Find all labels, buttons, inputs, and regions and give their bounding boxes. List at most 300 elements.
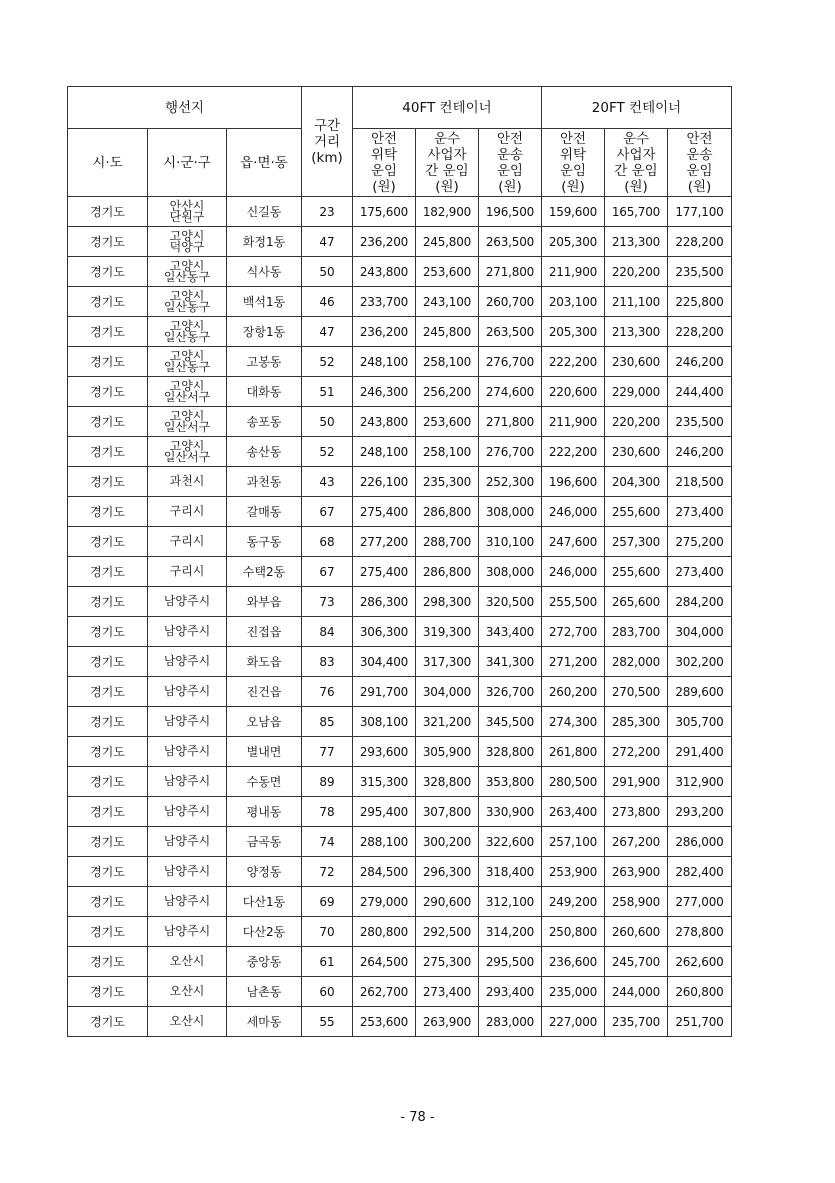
cell-sigungu: 오산시 bbox=[148, 977, 227, 1007]
cell-sido: 경기도 bbox=[68, 737, 148, 767]
cell-20ft-carrier: 267,200 bbox=[605, 827, 668, 857]
cell-40ft-safe-transport: 260,700 bbox=[479, 287, 542, 317]
cell-20ft-safe-transport: 282,400 bbox=[668, 857, 732, 887]
table-row bbox=[68, 347, 732, 377]
cell-sigungu: 남양주시 bbox=[148, 827, 227, 857]
cell-sido: 경기도 bbox=[68, 437, 148, 467]
cell-20ft-safe-transport: 286,000 bbox=[668, 827, 732, 857]
cell-40ft-safe-consign: 175,600 bbox=[353, 197, 416, 227]
cell-20ft-carrier: 230,600 bbox=[605, 347, 668, 377]
cell-40ft-carrier: 328,800 bbox=[416, 767, 479, 797]
cell-20ft-safe-consign: 260,200 bbox=[542, 677, 605, 707]
cell-40ft-safe-transport: 283,000 bbox=[479, 1007, 542, 1037]
cell-eupmyeondong: 양정동 bbox=[227, 857, 302, 887]
cell-20ft-safe-transport: 273,400 bbox=[668, 557, 732, 587]
cell-20ft-carrier: 255,600 bbox=[605, 497, 668, 527]
cell-20ft-safe-transport: 235,500 bbox=[668, 257, 732, 287]
cell-20ft-carrier: 258,900 bbox=[605, 887, 668, 917]
cell-eupmyeondong: 고봉동 bbox=[227, 347, 302, 377]
cell-20ft-safe-transport: 291,400 bbox=[668, 737, 732, 767]
cell-20ft-safe-consign: 274,300 bbox=[542, 707, 605, 737]
cell-20ft-safe-transport: 312,900 bbox=[668, 767, 732, 797]
table-row bbox=[68, 287, 732, 317]
cell-40ft-safe-consign: 304,400 bbox=[353, 647, 416, 677]
cell-20ft-safe-transport: 262,600 bbox=[668, 947, 732, 977]
table-row bbox=[68, 647, 732, 677]
cell-40ft-safe-consign: 286,300 bbox=[353, 587, 416, 617]
page-number: - 78 - bbox=[400, 1110, 435, 1125]
cell-40ft-carrier: 307,800 bbox=[416, 797, 479, 827]
cell-20ft-safe-consign: 271,200 bbox=[542, 647, 605, 677]
cell-eupmyeondong: 세마동 bbox=[227, 1007, 302, 1037]
cell-sido: 경기도 bbox=[68, 887, 148, 917]
cell-20ft-safe-transport: 293,200 bbox=[668, 797, 732, 827]
cell-eupmyeondong: 남촌동 bbox=[227, 977, 302, 1007]
table-row bbox=[68, 1007, 732, 1037]
cell-40ft-safe-transport: 326,700 bbox=[479, 677, 542, 707]
cell-20ft-safe-transport: 235,500 bbox=[668, 407, 732, 437]
cell-20ft-safe-transport: 260,800 bbox=[668, 977, 732, 1007]
cell-distance: 70 bbox=[302, 917, 353, 947]
cell-40ft-safe-consign: 233,700 bbox=[353, 287, 416, 317]
cell-eupmyeondong: 송산동 bbox=[227, 437, 302, 467]
cell-sigungu: 남양주시 bbox=[148, 857, 227, 887]
cell-40ft-safe-consign: 288,100 bbox=[353, 827, 416, 857]
cell-20ft-carrier: 235,700 bbox=[605, 1007, 668, 1037]
table-row bbox=[68, 437, 732, 467]
cell-40ft-safe-consign: 291,700 bbox=[353, 677, 416, 707]
cell-distance: 23 bbox=[302, 197, 353, 227]
cell-eupmyeondong: 과천동 bbox=[227, 467, 302, 497]
cell-sido: 경기도 bbox=[68, 707, 148, 737]
cell-20ft-carrier: 255,600 bbox=[605, 557, 668, 587]
cell-sigungu: 남양주시 bbox=[148, 707, 227, 737]
table-row bbox=[68, 977, 732, 1007]
cell-distance: 83 bbox=[302, 647, 353, 677]
cell-sigungu: 구리시 bbox=[148, 527, 227, 557]
cell-20ft-safe-transport: 218,500 bbox=[668, 467, 732, 497]
cell-40ft-safe-consign: 236,200 bbox=[353, 227, 416, 257]
cell-40ft-safe-transport: 318,400 bbox=[479, 857, 542, 887]
cell-40ft-carrier: 317,300 bbox=[416, 647, 479, 677]
cell-40ft-carrier: 258,100 bbox=[416, 347, 479, 377]
cell-20ft-carrier: 260,600 bbox=[605, 917, 668, 947]
cell-40ft-safe-consign: 293,600 bbox=[353, 737, 416, 767]
table-row bbox=[68, 947, 732, 977]
cell-20ft-safe-consign: 203,100 bbox=[542, 287, 605, 317]
table-row bbox=[68, 677, 732, 707]
cell-40ft-carrier: 253,600 bbox=[416, 407, 479, 437]
freight-rate-table bbox=[67, 86, 732, 1037]
cell-eupmyeondong: 평내동 bbox=[227, 797, 302, 827]
cell-sido: 경기도 bbox=[68, 317, 148, 347]
cell-20ft-safe-transport: 278,800 bbox=[668, 917, 732, 947]
cell-20ft-safe-consign: 255,500 bbox=[542, 587, 605, 617]
cell-20ft-safe-transport: 225,800 bbox=[668, 287, 732, 317]
cell-40ft-carrier: 305,900 bbox=[416, 737, 479, 767]
cell-distance: 67 bbox=[302, 557, 353, 587]
cell-sigungu: 오산시 bbox=[148, 947, 227, 977]
cell-sido: 경기도 bbox=[68, 257, 148, 287]
cell-20ft-safe-transport: 244,400 bbox=[668, 377, 732, 407]
table-row bbox=[68, 587, 732, 617]
cell-40ft-safe-consign: 306,300 bbox=[353, 617, 416, 647]
cell-40ft-safe-consign: 264,500 bbox=[353, 947, 416, 977]
cell-20ft-carrier: 273,800 bbox=[605, 797, 668, 827]
cell-40ft-carrier: 256,200 bbox=[416, 377, 479, 407]
cell-sido: 경기도 bbox=[68, 377, 148, 407]
cell-40ft-safe-transport: 343,400 bbox=[479, 617, 542, 647]
cell-20ft-carrier: 220,200 bbox=[605, 257, 668, 287]
cell-40ft-safe-transport: 252,300 bbox=[479, 467, 542, 497]
cell-20ft-safe-consign: 205,300 bbox=[542, 227, 605, 257]
cell-sigungu: 남양주시 bbox=[148, 737, 227, 767]
table-row bbox=[68, 857, 732, 887]
cell-40ft-carrier: 288,700 bbox=[416, 527, 479, 557]
cell-distance: 69 bbox=[302, 887, 353, 917]
cell-sido: 경기도 bbox=[68, 797, 148, 827]
cell-40ft-carrier: 263,900 bbox=[416, 1007, 479, 1037]
cell-20ft-safe-consign: 236,600 bbox=[542, 947, 605, 977]
cell-40ft-carrier: 304,000 bbox=[416, 677, 479, 707]
cell-20ft-safe-consign: 222,200 bbox=[542, 347, 605, 377]
cell-20ft-safe-transport: 177,100 bbox=[668, 197, 732, 227]
cell-20ft-carrier: 291,900 bbox=[605, 767, 668, 797]
cell-40ft-carrier: 275,300 bbox=[416, 947, 479, 977]
cell-sido: 경기도 bbox=[68, 917, 148, 947]
header-destination: 행선지 bbox=[68, 87, 302, 129]
cell-20ft-safe-consign: 263,400 bbox=[542, 797, 605, 827]
cell-eupmyeondong: 장항1동 bbox=[227, 317, 302, 347]
cell-40ft-safe-consign: 275,400 bbox=[353, 497, 416, 527]
header-20ft-safe-consign-rate: 안전 위탁 운임 (원) bbox=[542, 129, 605, 197]
cell-distance: 68 bbox=[302, 527, 353, 557]
cell-20ft-safe-consign: 272,700 bbox=[542, 617, 605, 647]
table-body bbox=[68, 197, 732, 1037]
table-row bbox=[68, 767, 732, 797]
cell-eupmyeondong: 백석1동 bbox=[227, 287, 302, 317]
cell-40ft-safe-transport: 263,500 bbox=[479, 227, 542, 257]
cell-40ft-safe-consign: 236,200 bbox=[353, 317, 416, 347]
cell-eupmyeondong: 중앙동 bbox=[227, 947, 302, 977]
table-row bbox=[68, 467, 732, 497]
cell-eupmyeondong: 신길동 bbox=[227, 197, 302, 227]
table-row bbox=[68, 497, 732, 527]
header-20ft-safe-transport-rate: 안전 운송 운임 (원) bbox=[668, 129, 732, 197]
cell-20ft-carrier: 204,300 bbox=[605, 467, 668, 497]
table-row bbox=[68, 917, 732, 947]
cell-20ft-carrier: 213,300 bbox=[605, 227, 668, 257]
header-distance: 구간 거리 (km) bbox=[302, 87, 353, 197]
cell-40ft-safe-consign: 308,100 bbox=[353, 707, 416, 737]
cell-20ft-carrier: 211,100 bbox=[605, 287, 668, 317]
cell-40ft-safe-consign: 253,600 bbox=[353, 1007, 416, 1037]
cell-40ft-carrier: 182,900 bbox=[416, 197, 479, 227]
cell-40ft-safe-transport: 271,800 bbox=[479, 257, 542, 287]
cell-40ft-safe-transport: 271,800 bbox=[479, 407, 542, 437]
table-row bbox=[68, 797, 732, 827]
cell-sigungu: 남양주시 bbox=[148, 677, 227, 707]
cell-20ft-safe-transport: 246,200 bbox=[668, 437, 732, 467]
cell-20ft-safe-consign: 211,900 bbox=[542, 407, 605, 437]
cell-sido: 경기도 bbox=[68, 947, 148, 977]
cell-distance: 85 bbox=[302, 707, 353, 737]
cell-sido: 경기도 bbox=[68, 497, 148, 527]
cell-20ft-carrier: 229,000 bbox=[605, 377, 668, 407]
header-40ft-safe-transport-rate: 안전 운송 운임 (원) bbox=[479, 129, 542, 197]
cell-20ft-carrier: 270,500 bbox=[605, 677, 668, 707]
cell-distance: 78 bbox=[302, 797, 353, 827]
cell-20ft-safe-consign: 257,100 bbox=[542, 827, 605, 857]
cell-distance: 76 bbox=[302, 677, 353, 707]
cell-sigungu: 남양주시 bbox=[148, 767, 227, 797]
cell-20ft-safe-transport: 284,200 bbox=[668, 587, 732, 617]
cell-distance: 73 bbox=[302, 587, 353, 617]
cell-sido: 경기도 bbox=[68, 197, 148, 227]
cell-20ft-safe-consign: 246,000 bbox=[542, 497, 605, 527]
header-20ft-carrier-rate: 운수 사업자 간 운임 (원) bbox=[605, 129, 668, 197]
cell-20ft-carrier: 263,900 bbox=[605, 857, 668, 887]
cell-40ft-carrier: 298,300 bbox=[416, 587, 479, 617]
cell-20ft-carrier: 285,300 bbox=[605, 707, 668, 737]
cell-40ft-safe-consign: 277,200 bbox=[353, 527, 416, 557]
cell-40ft-safe-transport: 353,800 bbox=[479, 767, 542, 797]
cell-20ft-safe-consign: 220,600 bbox=[542, 377, 605, 407]
cell-sido: 경기도 bbox=[68, 527, 148, 557]
cell-40ft-safe-consign: 275,400 bbox=[353, 557, 416, 587]
cell-eupmyeondong: 수택2동 bbox=[227, 557, 302, 587]
cell-eupmyeondong: 오남읍 bbox=[227, 707, 302, 737]
table-row bbox=[68, 707, 732, 737]
table-row bbox=[68, 557, 732, 587]
cell-20ft-safe-transport: 302,200 bbox=[668, 647, 732, 677]
cell-40ft-safe-transport: 274,600 bbox=[479, 377, 542, 407]
table-row bbox=[68, 377, 732, 407]
cell-20ft-carrier: 213,300 bbox=[605, 317, 668, 347]
cell-40ft-safe-transport: 322,600 bbox=[479, 827, 542, 857]
cell-sigungu: 과천시 bbox=[148, 467, 227, 497]
cell-eupmyeondong: 화정1동 bbox=[227, 227, 302, 257]
cell-20ft-safe-consign: 235,000 bbox=[542, 977, 605, 1007]
cell-sigungu: 남양주시 bbox=[148, 797, 227, 827]
cell-20ft-safe-consign: 159,600 bbox=[542, 197, 605, 227]
cell-40ft-carrier: 319,300 bbox=[416, 617, 479, 647]
cell-20ft-safe-transport: 305,700 bbox=[668, 707, 732, 737]
cell-sido: 경기도 bbox=[68, 407, 148, 437]
cell-20ft-safe-consign: 205,300 bbox=[542, 317, 605, 347]
cell-40ft-carrier: 290,600 bbox=[416, 887, 479, 917]
cell-sido: 경기도 bbox=[68, 227, 148, 257]
cell-20ft-carrier: 257,300 bbox=[605, 527, 668, 557]
cell-eupmyeondong: 식사동 bbox=[227, 257, 302, 287]
cell-distance: 47 bbox=[302, 227, 353, 257]
cell-20ft-safe-transport: 277,000 bbox=[668, 887, 732, 917]
header-40ft-container: 40FT 컨테이너 bbox=[353, 87, 542, 129]
cell-40ft-safe-consign: 226,100 bbox=[353, 467, 416, 497]
cell-distance: 46 bbox=[302, 287, 353, 317]
cell-20ft-carrier: 244,000 bbox=[605, 977, 668, 1007]
table-header bbox=[68, 87, 732, 197]
cell-40ft-safe-consign: 295,400 bbox=[353, 797, 416, 827]
table-row bbox=[68, 617, 732, 647]
cell-sido: 경기도 bbox=[68, 1007, 148, 1037]
cell-distance: 50 bbox=[302, 407, 353, 437]
cell-40ft-carrier: 245,800 bbox=[416, 317, 479, 347]
table-row bbox=[68, 827, 732, 857]
cell-20ft-safe-consign: 196,600 bbox=[542, 467, 605, 497]
cell-20ft-carrier: 165,700 bbox=[605, 197, 668, 227]
cell-distance: 89 bbox=[302, 767, 353, 797]
cell-sido: 경기도 bbox=[68, 647, 148, 677]
table-row bbox=[68, 257, 732, 287]
cell-sigungu: 고양시 일산동구 bbox=[148, 257, 227, 287]
cell-40ft-safe-consign: 248,100 bbox=[353, 437, 416, 467]
cell-20ft-safe-transport: 289,600 bbox=[668, 677, 732, 707]
cell-40ft-safe-transport: 308,000 bbox=[479, 497, 542, 527]
cell-20ft-carrier: 272,200 bbox=[605, 737, 668, 767]
cell-40ft-safe-consign: 243,800 bbox=[353, 407, 416, 437]
cell-40ft-safe-consign: 315,300 bbox=[353, 767, 416, 797]
cell-20ft-safe-transport: 251,700 bbox=[668, 1007, 732, 1037]
cell-eupmyeondong: 진건읍 bbox=[227, 677, 302, 707]
cell-40ft-safe-transport: 314,200 bbox=[479, 917, 542, 947]
cell-40ft-carrier: 286,800 bbox=[416, 497, 479, 527]
cell-sido: 경기도 bbox=[68, 467, 148, 497]
cell-sido: 경기도 bbox=[68, 857, 148, 887]
cell-distance: 52 bbox=[302, 437, 353, 467]
cell-sido: 경기도 bbox=[68, 767, 148, 797]
cell-20ft-safe-transport: 304,000 bbox=[668, 617, 732, 647]
cell-20ft-safe-transport: 228,200 bbox=[668, 317, 732, 347]
cell-20ft-carrier: 245,700 bbox=[605, 947, 668, 977]
cell-eupmyeondong: 송포동 bbox=[227, 407, 302, 437]
cell-40ft-safe-transport: 293,400 bbox=[479, 977, 542, 1007]
table-row bbox=[68, 737, 732, 767]
cell-20ft-safe-consign: 211,900 bbox=[542, 257, 605, 287]
table-row bbox=[68, 227, 732, 257]
table-row bbox=[68, 197, 732, 227]
cell-sigungu: 남양주시 bbox=[148, 917, 227, 947]
header-eupmyeondong: 읍·면·동 bbox=[227, 129, 302, 197]
cell-eupmyeondong: 수동면 bbox=[227, 767, 302, 797]
cell-40ft-safe-consign: 284,500 bbox=[353, 857, 416, 887]
cell-distance: 61 bbox=[302, 947, 353, 977]
cell-sido: 경기도 bbox=[68, 617, 148, 647]
cell-eupmyeondong: 화도읍 bbox=[227, 647, 302, 677]
cell-40ft-carrier: 253,600 bbox=[416, 257, 479, 287]
cell-sigungu: 고양시 일산동구 bbox=[148, 287, 227, 317]
cell-40ft-carrier: 286,800 bbox=[416, 557, 479, 587]
cell-40ft-safe-transport: 276,700 bbox=[479, 347, 542, 377]
table-row bbox=[68, 527, 732, 557]
table-row bbox=[68, 317, 732, 347]
cell-20ft-safe-consign: 247,600 bbox=[542, 527, 605, 557]
cell-40ft-safe-transport: 276,700 bbox=[479, 437, 542, 467]
cell-40ft-safe-consign: 246,300 bbox=[353, 377, 416, 407]
header-sigungu: 시·군·구 bbox=[148, 129, 227, 197]
cell-distance: 50 bbox=[302, 257, 353, 287]
cell-distance: 47 bbox=[302, 317, 353, 347]
cell-20ft-carrier: 283,700 bbox=[605, 617, 668, 647]
cell-40ft-carrier: 273,400 bbox=[416, 977, 479, 1007]
cell-20ft-safe-consign: 280,500 bbox=[542, 767, 605, 797]
cell-40ft-safe-transport: 328,800 bbox=[479, 737, 542, 767]
cell-sigungu: 고양시 일산서구 bbox=[148, 437, 227, 467]
cell-40ft-safe-consign: 243,800 bbox=[353, 257, 416, 287]
cell-eupmyeondong: 갈매동 bbox=[227, 497, 302, 527]
cell-40ft-safe-transport: 263,500 bbox=[479, 317, 542, 347]
header-20ft-container: 20FT 컨테이너 bbox=[542, 87, 732, 129]
cell-20ft-safe-consign: 261,800 bbox=[542, 737, 605, 767]
cell-40ft-carrier: 321,200 bbox=[416, 707, 479, 737]
cell-distance: 84 bbox=[302, 617, 353, 647]
cell-eupmyeondong: 동구동 bbox=[227, 527, 302, 557]
cell-40ft-safe-transport: 295,500 bbox=[479, 947, 542, 977]
cell-sigungu: 구리시 bbox=[148, 557, 227, 587]
cell-eupmyeondong: 다산2동 bbox=[227, 917, 302, 947]
cell-20ft-safe-consign: 250,800 bbox=[542, 917, 605, 947]
cell-sigungu: 오산시 bbox=[148, 1007, 227, 1037]
cell-sigungu: 고양시 일산동구 bbox=[148, 317, 227, 347]
cell-20ft-carrier: 220,200 bbox=[605, 407, 668, 437]
cell-distance: 77 bbox=[302, 737, 353, 767]
cell-sigungu: 안산시 단원구 bbox=[148, 197, 227, 227]
cell-distance: 67 bbox=[302, 497, 353, 527]
header-40ft-safe-consign-rate: 안전 위탁 운임 (원) bbox=[353, 129, 416, 197]
cell-40ft-safe-transport: 330,900 bbox=[479, 797, 542, 827]
cell-sido: 경기도 bbox=[68, 827, 148, 857]
cell-eupmyeondong: 진접읍 bbox=[227, 617, 302, 647]
cell-40ft-carrier: 243,100 bbox=[416, 287, 479, 317]
cell-sido: 경기도 bbox=[68, 677, 148, 707]
cell-sigungu: 고양시 덕양구 bbox=[148, 227, 227, 257]
cell-sido: 경기도 bbox=[68, 977, 148, 1007]
cell-20ft-safe-consign: 222,200 bbox=[542, 437, 605, 467]
cell-40ft-safe-consign: 262,700 bbox=[353, 977, 416, 1007]
cell-sigungu: 남양주시 bbox=[148, 887, 227, 917]
cell-40ft-carrier: 258,100 bbox=[416, 437, 479, 467]
cell-40ft-carrier: 245,800 bbox=[416, 227, 479, 257]
cell-sigungu: 남양주시 bbox=[148, 587, 227, 617]
cell-20ft-safe-transport: 275,200 bbox=[668, 527, 732, 557]
cell-40ft-carrier: 292,500 bbox=[416, 917, 479, 947]
cell-sigungu: 고양시 일산서구 bbox=[148, 407, 227, 437]
cell-distance: 52 bbox=[302, 347, 353, 377]
cell-distance: 55 bbox=[302, 1007, 353, 1037]
cell-40ft-carrier: 296,300 bbox=[416, 857, 479, 887]
cell-40ft-safe-consign: 248,100 bbox=[353, 347, 416, 377]
cell-20ft-safe-consign: 227,000 bbox=[542, 1007, 605, 1037]
table-row bbox=[68, 887, 732, 917]
cell-distance: 60 bbox=[302, 977, 353, 1007]
cell-sido: 경기도 bbox=[68, 557, 148, 587]
cell-40ft-safe-transport: 308,000 bbox=[479, 557, 542, 587]
cell-eupmyeondong: 금곡동 bbox=[227, 827, 302, 857]
cell-20ft-safe-transport: 273,400 bbox=[668, 497, 732, 527]
cell-20ft-safe-transport: 228,200 bbox=[668, 227, 732, 257]
cell-20ft-carrier: 230,600 bbox=[605, 437, 668, 467]
table-row bbox=[68, 407, 732, 437]
cell-40ft-carrier: 300,200 bbox=[416, 827, 479, 857]
cell-eupmyeondong: 와부읍 bbox=[227, 587, 302, 617]
cell-distance: 74 bbox=[302, 827, 353, 857]
cell-20ft-carrier: 282,000 bbox=[605, 647, 668, 677]
cell-distance: 43 bbox=[302, 467, 353, 497]
cell-20ft-safe-consign: 253,900 bbox=[542, 857, 605, 887]
cell-sigungu: 구리시 bbox=[148, 497, 227, 527]
cell-sigungu: 고양시 일산서구 bbox=[148, 377, 227, 407]
cell-sigungu: 고양시 일산동구 bbox=[148, 347, 227, 377]
